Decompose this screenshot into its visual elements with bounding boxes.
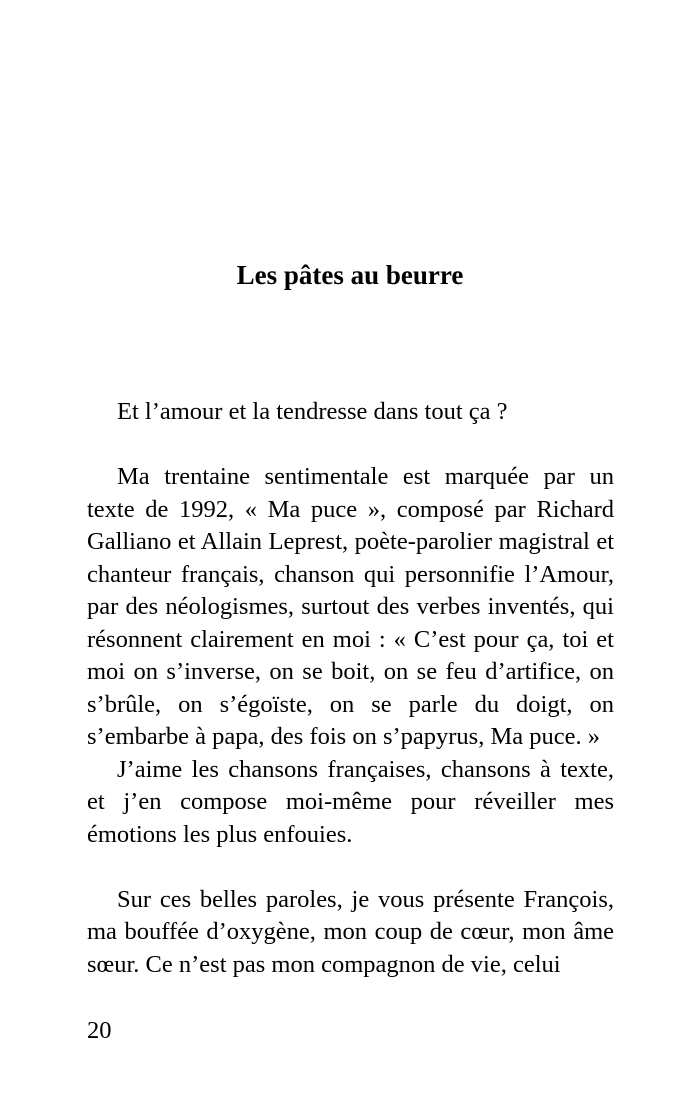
paragraph-ma-puce: Ma trentaine sentimentale est marquée par un texte de 1992, « Ma puce », composé par Richard Galliano et Allain Leprest, poète-parolier magistral et chanteur français, chanson qui personnifie l’Amour, par des néologismes, surtout des verbes inventés, qui résonnent clairement en moi : « C’est pour ça, toi et moi on s’inverse, on se boit, on se feu d’artifice, on s’brûle, on s’égoïste, on se parle du doigt, on s’embarbe à papa, des fois on s’papyrus, Ma puce. » <box>87 463 614 750</box>
paragraph-intro-question: Et l’amour et la tendresse dans tout ça ? <box>117 398 508 425</box>
paragraph-francois: Sur ces belles paroles, je vous présente François, ma bouffée d’oxygène, mon coup de cœur, mon âme sœur. Ce n’est pas mon compagnon de vie, celui <box>87 885 614 978</box>
body-text <box>87 396 614 981</box>
paragraph-spacer <box>87 429 614 462</box>
page-number: 20 <box>87 1017 112 1044</box>
paragraph-chansons-francaises: J’aime les chansons françaises, chansons à texte, et j’en compose moi-même pour réveiller mes émotions les plus enfouies. <box>87 755 614 848</box>
paragraph-spacer <box>87 851 614 884</box>
chapter-title: Les pâtes au beurre <box>236 260 464 290</box>
